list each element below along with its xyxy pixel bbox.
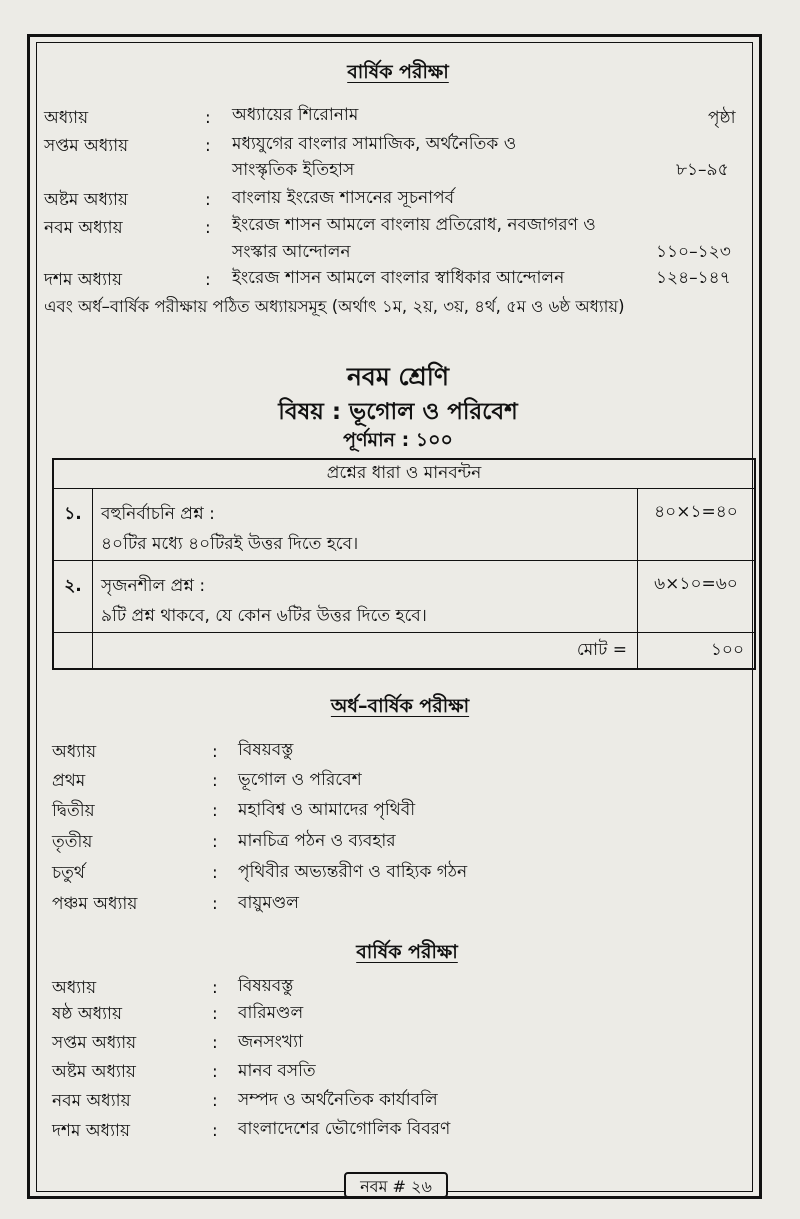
marks-table-header: প্রশ্নের ধারা ও মানবন্টন xyxy=(53,459,755,489)
section1-header-colon: : xyxy=(205,108,211,128)
section1-row-title: বাংলায় ইংরেজ শাসনের সূচনাপর্ব xyxy=(232,188,455,208)
yearly-row-chapter: ষষ্ঠ অধ্যায় xyxy=(52,1004,122,1024)
half-yearly-row-chapter: পঞ্চম অধ্যায় xyxy=(52,894,138,914)
section1-row-pages: ৮১–৯৫ xyxy=(676,160,729,180)
question-cell xyxy=(93,489,638,561)
table-row xyxy=(53,489,755,561)
half-yearly-header-colon: : xyxy=(212,742,218,762)
yearly-title: বার্ষিক পরীক্ষা xyxy=(356,941,458,963)
half-yearly-row-colon: : xyxy=(212,894,218,914)
half-yearly-row-content: পৃথিবীর অভ্যন্তরীণ ও বাহ্যিক গঠন xyxy=(238,862,468,882)
half-yearly-row-content: মানচিত্র পঠন ও ব্যবহার xyxy=(238,831,396,851)
total-value: ১০০ xyxy=(638,633,756,670)
section1-header-chapter: অধ্যায় xyxy=(44,108,89,128)
yearly-row-colon: : xyxy=(212,1033,218,1053)
half-yearly-row-chapter: দ্বিতীয় xyxy=(52,801,95,821)
class-heading: নবম শ্রেণি xyxy=(346,362,450,391)
half-yearly-title: অর্ধ–বার্ষিক পরীক্ষা xyxy=(330,695,470,717)
question-title: সৃজনশীল প্রশ্ন : xyxy=(101,576,206,596)
yearly-row-content: জনসংখ্যা xyxy=(238,1032,303,1052)
section1-row-chapter: সপ্তম অধ্যায় xyxy=(44,136,129,156)
yearly-row-colon: : xyxy=(212,1091,218,1111)
yearly-row-chapter: সপ্তম অধ্যায় xyxy=(52,1033,137,1053)
total-empty-cell xyxy=(53,633,93,670)
half-yearly-header-content: বিষয়বস্তু xyxy=(238,740,294,760)
section1-row-title: মধ্যযুগের বাংলার সামাজিক, অর্থনৈতিক ও xyxy=(232,134,517,154)
section1-row-colon: : xyxy=(205,218,211,238)
subject-heading: বিষয় : ভূগোল ও পরিবেশ xyxy=(278,399,518,425)
question-cell xyxy=(93,561,638,633)
half-yearly-row-colon: : xyxy=(212,863,218,883)
question-description: ৯টি প্রশ্ন থাকবে, যে কোন ৬টির উত্তর দিতে হবে। xyxy=(101,606,427,626)
marks-table-header-row xyxy=(53,459,755,489)
full-marks: পূর্ণমান : ১০০ xyxy=(343,429,453,451)
table-row xyxy=(53,561,755,633)
section1-row-colon: : xyxy=(205,270,211,290)
yearly-header-chapter: অধ্যায় xyxy=(52,978,97,998)
marks-table xyxy=(52,458,756,670)
section1-row-pages: ১২৪–১৪৭ xyxy=(656,268,731,288)
yearly-row-chapter: নবম অধ্যায় xyxy=(52,1091,131,1111)
question-description: ৪০টির মধ্যে ৪০টিরই উত্তর দিতে হবে। xyxy=(101,534,359,554)
yearly-header-colon: : xyxy=(212,978,218,998)
page-number-badge: নবম # ২৬ xyxy=(344,1172,448,1198)
yearly-row-content: বাংলাদেশের ভৌগোলিক বিবরণ xyxy=(238,1119,451,1139)
half-yearly-row-chapter: তৃতীয় xyxy=(52,832,93,852)
half-yearly-header-chapter: অধ্যায় xyxy=(52,742,97,762)
question-marks: ৬×১০=৬০ xyxy=(638,561,756,633)
yearly-row-content: বারিমণ্ডল xyxy=(238,1003,304,1023)
section1-title: বার্ষিক পরীক্ষা xyxy=(347,61,449,83)
yearly-row-chapter: অষ্টম অধ্যায় xyxy=(52,1062,136,1082)
section1-row-chapter: নবম অধ্যায় xyxy=(44,218,123,238)
yearly-row-colon: : xyxy=(212,1121,218,1141)
section1-row-colon: : xyxy=(205,136,211,156)
half-yearly-row-colon: : xyxy=(212,771,218,791)
section1-row-title: ইংরেজ শাসন আমলে বাংলায় প্রতিরোধ, নবজাগরণ ও xyxy=(232,215,596,235)
yearly-row-content: মানব বসতি xyxy=(238,1061,316,1081)
yearly-row-colon: : xyxy=(212,1062,218,1082)
half-yearly-row-content: বায়ুমণ্ডল xyxy=(238,893,299,913)
section1-row-title-cont: সাংস্কৃতিক ইতিহাস xyxy=(232,160,355,180)
yearly-row-chapter: দশম অধ্যায় xyxy=(52,1121,130,1141)
section1-row-title: ইংরেজ শাসন আমলে বাংলার স্বাধিকার আন্দোলন xyxy=(232,268,565,288)
section1-row-title-cont: সংস্কার আন্দোলন xyxy=(232,242,351,262)
section1-header-title: অধ্যায়ের শিরোনাম xyxy=(232,105,359,125)
question-title: বহুনির্বাচনি প্রশ্ন : xyxy=(101,504,215,524)
section1-row-colon: : xyxy=(205,190,211,210)
half-yearly-row-colon: : xyxy=(212,832,218,852)
section1-row-pages: ১১০–১২৩ xyxy=(656,242,731,262)
yearly-header-content: বিষয়বস্তু xyxy=(238,976,294,996)
yearly-row-content: সম্পদ ও অর্থনৈতিক কার্যাবলি xyxy=(238,1090,438,1110)
section1-row-chapter: দশম অধ্যায় xyxy=(44,270,122,290)
half-yearly-row-content: ভূগোল ও পরিবেশ xyxy=(238,770,362,790)
half-yearly-row-colon: : xyxy=(212,801,218,821)
question-number: ২. xyxy=(53,561,93,633)
half-yearly-row-chapter: প্রথম xyxy=(52,771,86,791)
total-label: মোট = xyxy=(93,633,638,670)
section1-header-pages: পৃষ্ঠা xyxy=(708,108,736,128)
section1-row-chapter: অষ্টম অধ্যায় xyxy=(44,190,128,210)
question-marks: ৪০×১=৪০ xyxy=(638,489,756,561)
half-yearly-row-content: মহাবিশ্ব ও আমাদের পৃথিবী xyxy=(238,800,416,820)
total-row xyxy=(53,633,755,670)
question-number: ১. xyxy=(53,489,93,561)
yearly-row-colon: : xyxy=(212,1004,218,1024)
section1-note: এবং অর্ধ–বার্ষিক পরীক্ষায় পঠিত অধ্যায়সমূহ (অর্থাৎ ১ম, ২য়, ৩য়, ৪র্থ, ৫ম ও ৬ষ্ঠ অধ্যায়) xyxy=(44,297,625,316)
half-yearly-row-chapter: চতুর্থ xyxy=(52,863,85,883)
